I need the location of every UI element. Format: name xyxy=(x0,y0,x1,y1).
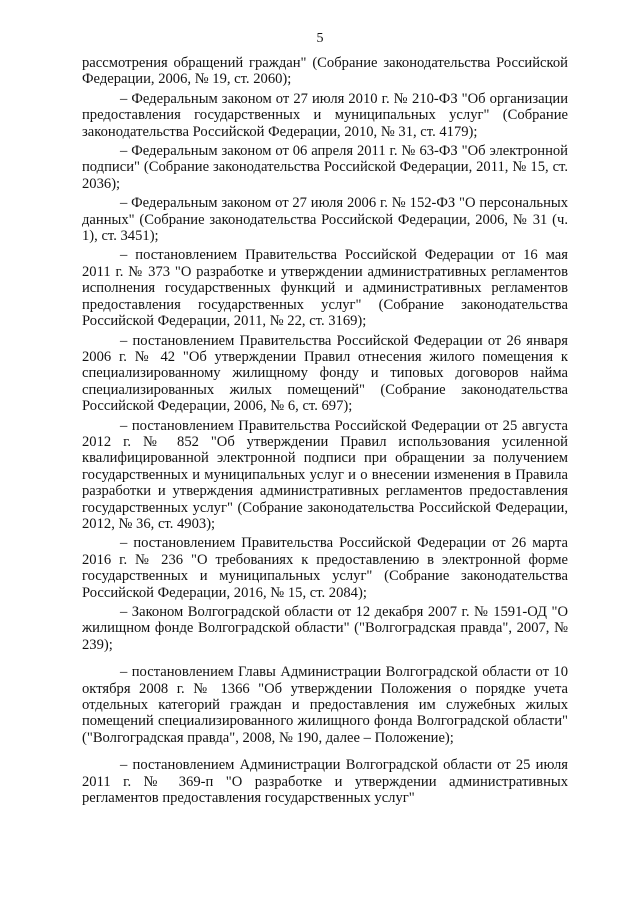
paragraph: рассмотрения обращений граждан" (Собрание законодательства Российской Федерации, 2006, № 19, ст. 2060); xyxy=(82,55,568,88)
paragraph: – Федеральным законом от 27 июля 2006 г. № 152-ФЗ "О персональных данных" (Собрание законодательства Российской Федерации, 2006, № 31 (ч. 1), ст. 3451); xyxy=(82,195,568,245)
paragraph: – постановлением Правительства Российской Федерации от 25 августа 2012 г. № 852 "Об утверждении Правил использования усиленной квалифицированной электронной подписи при обращении за получением государственных и муниципальных услуг и о внесении изменения в Правила разработки и утверждения административных регламентов предоставления государственных услуг" (Собрание законодательства Российской Федерации, 2012, № 36, ст. 4903); xyxy=(82,417,568,532)
page-number: 5 xyxy=(316,31,324,46)
document-body xyxy=(82,55,568,809)
paragraph: – постановлением Правительства Российской Федерации от 16 мая 2011 г. № 373 "О разработке и утверждении административных регламентов исполнения государственных функций и административных регламентов предоставления государственных услуг" (Собрание законодательства Российской Федерации, 2011, № 22, ст. 3169); xyxy=(82,247,568,330)
paragraph: – Федеральным законом от 06 апреля 2011 г. № 63-ФЗ "Об электронной подписи" (Собрание законодательства Российской Федерации, 2011, № 15, ст. 2036); xyxy=(82,143,568,192)
paragraph: – Федеральным законом от 27 июля 2010 г. № 210-ФЗ "Об организации предоставления государственных и муниципальных услуг" (Собрание законодательства Российской Федерации, 2010, № 31, ст. 4179); xyxy=(82,90,568,140)
paragraph: – постановлением Главы Администрации Волгоградской области от 10 октября 2008 г. № 1366 "Об утверждении Положения о порядке учета отдельных категорий граждан и предоставления им служебных жилых помещений специализированного жилищного фонда Волгоградской области" ("Волгоградская правда", 2008, № 190, далее – Положение); xyxy=(82,664,568,746)
paragraph: – Законом Волгоградской области от 12 декабря 2007 г. № 1591-ОД "О жилищном фонде Волгоградской области" ("Волгоградская правда", 2007, № 239); xyxy=(82,604,568,653)
paragraph: – постановлением Правительства Российской Федерации от 26 января 2006 г. № 42 "Об утверждении Правил отнесения жилого помещения к специализированному жилищному фонду и типовых договоров найма специализированных жилых помещений" (Собрание законодательства Российской Федерации, 2006, № 6, ст. 697); xyxy=(82,332,568,415)
paragraph: – постановлением Правительства Российской Федерации от 26 марта 2016 г. № 236 "О требованиях к предоставлению в электронной форме государственных и муниципальных услуг" (Собрание законодательства Российской Федерации, 2016, № 15, ст. 2084); xyxy=(82,535,568,601)
paragraph: – постановлением Администрации Волгоградской области от 25 июля 2011 г. № 369-п "О разработке и утверждении административных регламентов предоставления государственных услуг" xyxy=(82,757,568,807)
